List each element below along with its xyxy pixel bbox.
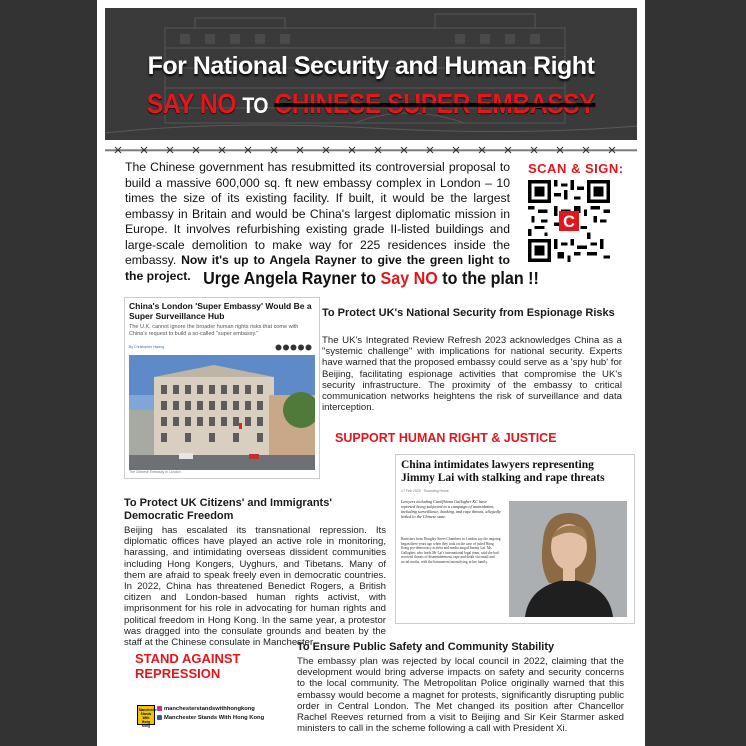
flyer-page bbox=[97, 0, 645, 746]
qr-code[interactable] bbox=[528, 180, 610, 262]
instagram-icon bbox=[157, 706, 162, 711]
article1-standfirst: The U.K. cannot ignore the broader human rights risks that come with China's request to build a so-called "super embassy." bbox=[129, 324, 299, 337]
facebook-icon bbox=[157, 715, 162, 720]
scan-sign-label: SCAN & SIGN: bbox=[528, 161, 624, 176]
article2-meta: 17 Feb 2025 · Sounding Home bbox=[401, 489, 449, 493]
to-text: TO bbox=[242, 93, 269, 118]
header-banner bbox=[105, 8, 637, 140]
support-banner: SUPPORT HUMAN RIGHT & JUSTICE bbox=[335, 431, 557, 445]
urge-suffix: to the plan !! bbox=[437, 268, 539, 288]
article1-caption: The Chinese Embassy in London bbox=[129, 470, 181, 474]
say-no-text: SAY NO bbox=[146, 88, 236, 119]
section3-heading: To Ensure Public Safety and Community Stability bbox=[297, 641, 555, 653]
org-logo bbox=[137, 705, 157, 728]
section2-heading: To Protect UK Citizens' and Immigrants' Democratic Freedom bbox=[124, 497, 332, 522]
article2-headline: China intimidates lawyers representing Jimmy Lai with stalking and rape threats bbox=[401, 459, 605, 484]
banner-slogan bbox=[137, 88, 605, 120]
facebook-page[interactable] bbox=[157, 715, 264, 721]
embassy-building-photo bbox=[129, 355, 315, 470]
article1-headline: China's London 'Super Embassy' Would Be a Super Surveillance Hub bbox=[129, 301, 312, 321]
stand-line1: STAND AGAINST bbox=[135, 651, 241, 666]
jimmy-lai-article bbox=[395, 454, 635, 624]
surveillance-hub-article bbox=[124, 297, 320, 479]
lawyer-portrait-photo bbox=[509, 501, 627, 617]
org-logo-text: Manchester Stands With Hong Kong bbox=[139, 708, 157, 728]
stand-against-repression bbox=[135, 651, 240, 681]
call-to-action bbox=[119, 268, 623, 289]
intro-emphasis: Now it's up to Angela Rayner to give the green light to the project. bbox=[125, 253, 510, 283]
urge-highlight: Say NO bbox=[380, 268, 438, 288]
share-icons bbox=[275, 344, 315, 351]
intro-paragraph bbox=[125, 160, 510, 284]
section1-heading: To Protect UK's National Security from Espionage Risks bbox=[322, 307, 615, 319]
intro-body: The Chinese government has resubmitted its controversial proposal to build a massive 600,000 sq. ft new embassy complex in London – 10 times the size of its existing facility. If built, it would be the largest embassy in Britain and would be China's largest diplomatic mission in Europe. It involves refurbishing existing grade II-listed buildings and large-scale demolition to make way for 225 residences inside the embassy. bbox=[125, 160, 510, 267]
facebook-text: Manchester Stands With Hong Kong bbox=[164, 715, 265, 721]
article2-body: Barristers from Doughty Street Chambers in London say the ongoing began three years ago when they took on the case of jailed Hong Kong pro-democracy activist and media mogul Jimmy Lai. Ms Gallagher, who leads Mr Lai's international legal team, said she had received threats of dismemberment, rape and death via email and social media, with the harassment intensifying in her family. bbox=[401, 537, 501, 564]
section1-body: The UK's Integrated Review Refresh 2023 acknowledges China as a "systemic challenge" with implications for national security. Experts have warned that the proposed embassy could serve as a 'spy hub' for Beijing, facilitating espionage activities that compromise the UK's security infrastructure. The proximity of the embassy to critical communication networks heightens the risk of surveillance and data interception. bbox=[322, 335, 622, 414]
urge-prefix: Urge Angela Rayner to bbox=[203, 268, 381, 288]
instagram-handle[interactable] bbox=[157, 706, 255, 712]
instagram-text: manchesterstandswithhongkong bbox=[164, 706, 255, 712]
super-embassy-text: CHINESE SUPER EMBASSY bbox=[274, 88, 596, 119]
article2-quote: Lawyers including Caoilfhionn Gallagher KC have reported being subjected to a campaign of intimidation, including surveillance, hacking, and rape threats, allegedly linked to the Chinese state. bbox=[401, 499, 501, 519]
barbed-wire-divider bbox=[105, 145, 637, 155]
banner-title: For National Security and Human Right bbox=[147, 52, 595, 80]
article1-byline: By Christopher Hwang bbox=[129, 345, 165, 349]
svg-text:C: C bbox=[563, 212, 575, 231]
stand-line2: REPRESSION bbox=[135, 666, 221, 681]
section2-body: Beijing has escalated its transnational repression. Its diplomatic offices have played an active role in monitoring, harassing, and intimidating overseas dissident communities including Hong Kongers, Uyghurs, and Tibetans. Many of them are afraid to speak freely even in democratic countries. In 2022, China has threatened Benedict Rogers, a British citizen and London-based human rights activist, with imprisonment for his role in advocating for human rights and political freedom in Hong Kong. In the same year, a protestor was dragged into the consulate grounds and beaten by the staff at the Chinese consulate in Manchester. bbox=[124, 525, 386, 649]
section3-body: The embassy plan was rejected by local council in 2022, claiming that the development would bring adverse impacts on safety and security concerns to the local community. The Metropolitan Police originally warned that this embassy would become a magnet for protests, significantly disrupting public order in Central London. The Met changed its position after Chancellor Rachel Reeves returned from a visit to Beijing and Sir Keir Starmer asked ministers to call in the scheme following a call with President Xi. bbox=[297, 656, 624, 735]
